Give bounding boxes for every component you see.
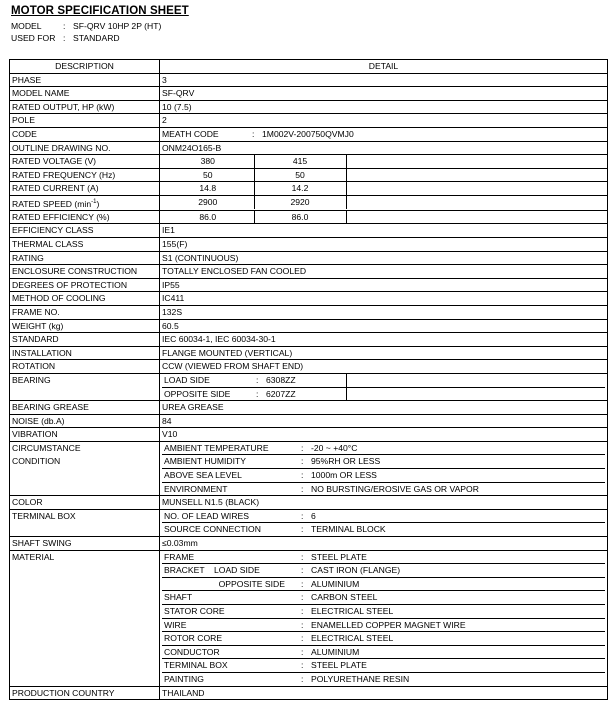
table-row: PRODUCTION COUNTRY THAILAND (10, 686, 608, 700)
table-row: FRAME NO. 132S (10, 305, 608, 319)
table-row: BEARING LOAD SIDE : 6308ZZ OPPOSITE SIDE : 6207ZZ (10, 373, 608, 400)
model-label: MODEL (11, 21, 42, 31)
spec-table (9, 59, 608, 700)
model-value: SF-QRV 10HP 2P (HT) (73, 21, 162, 31)
table-row: SHAFT SWING ≤0.03mm (10, 537, 608, 551)
table-row: RATED VOLTAGE (V) 380 415 (10, 155, 608, 169)
table-row: METHOD OF COOLING IC411 (10, 292, 608, 306)
table-row: PHASE 3 (10, 73, 608, 87)
sheet-title: MOTOR SPECIFICATION SHEET (11, 5, 189, 17)
table-row: POLE 2 (10, 114, 608, 128)
model-line: MODEL : SF-QRV 10HP 2P (HT) (11, 21, 162, 31)
table-row: RATED FREQUENCY (Hz) 50 50 (10, 168, 608, 182)
table-row: ENCLOSURE CONSTRUCTION TOTALLY ENCLOSED FAN COOLED (10, 265, 608, 279)
used-for-line: USED FOR : STANDARD (11, 33, 120, 43)
table-row: EFFICIENCY CLASS IE1 (10, 224, 608, 238)
table-row: DEGREES OF PROTECTION IP55 (10, 278, 608, 292)
table-row: VIBRATION V10 (10, 428, 608, 442)
table-row: THERMAL CLASS 155(F) (10, 237, 608, 251)
table-row: COLOR MUNSELL N1.5 (BLACK) (10, 496, 608, 510)
table-header (10, 60, 608, 74)
table-row: NOISE (db.A) 84 (10, 414, 608, 428)
table-row: ROTATION CCW (VIEWED FROM SHAFT END) (10, 360, 608, 374)
table-row: RATING S1 (CONTINUOUS) (10, 251, 608, 265)
used-for-value: STANDARD (73, 33, 120, 43)
table-row: TERMINAL BOX NO. OF LEAD WIRES : 6 SOURCE CONNECTION : TERMINAL BLOCK (10, 509, 608, 536)
table-row: RATED OUTPUT, HP (kW) 10 (7.5) (10, 100, 608, 114)
table-row: BEARING GREASE UREA GREASE (10, 401, 608, 415)
table-row: CIRCUMSTANCE CONDITION AMBIENT TEMPERATURE : -20 ~ +40°C AMBIENT HUMIDITY : 95%RH OR LESS ABOVE SEA LEVEL : 1000m OR LESS ENVIRONMENT : NO BURSTING/EROSIVE GAS OR VAPOR (10, 441, 608, 495)
table-row: INSTALLATION FLANGE MOUNTED (VERTICAL) (10, 346, 608, 360)
table-row: STANDARD IEC 60034-1, IEC 60034-30-1 (10, 333, 608, 347)
table-row: OUTLINE DRAWING NO. ONM24O165-B (10, 141, 608, 155)
table-row: RATED CURRENT (A) 14.8 14.2 (10, 182, 608, 196)
used-for-label: USED FOR (11, 33, 56, 43)
table-row: WEIGHT (kg) 60.5 (10, 319, 608, 333)
table-row: RATED SPEED $(\min^{-1})$ 2900 2920 (10, 195, 608, 210)
header-description: DESCRIPTION (10, 60, 160, 74)
header-detail: DETAIL (160, 60, 608, 74)
table-row: CODE MEATH CODE : 1M002V-200750QVMJ0 (10, 127, 608, 141)
table-row: MODEL NAME SF-QRV (10, 87, 608, 101)
table-row: RATED EFFICIENCY (%) 86.0 86.0 (10, 210, 608, 224)
table-row: MATERIAL FRAME : STEEL PLATE BRACKET LOAD SIDE : CAST IRON (FLANGE) OPPOSITE SIDE : ALUMINIUM SHAFT : CARBON STEEL STATOR CORE : ELECTRICAL STEEL WIRE : ENAMELLED COPPER MAGNET WIRE ROTOR CORE : ELECTRICAL STEEL CONDUCTOR : ALUMINIUM TERMINAL BOX : STEEL PLATE PAINTING : POLYURETHANE RESIN (10, 550, 608, 686)
